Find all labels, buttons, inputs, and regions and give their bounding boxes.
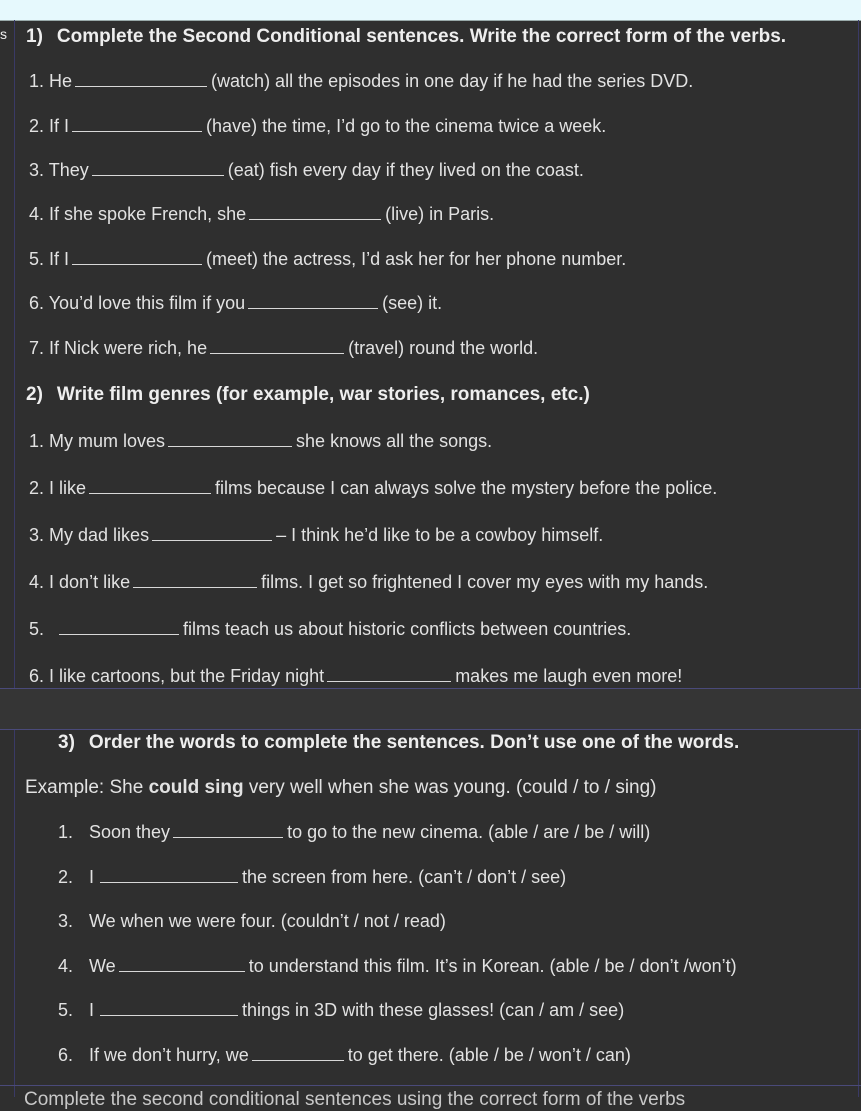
item-after: films because I can always solve the mystery before the police. <box>215 478 718 498</box>
section-1-heading <box>26 26 786 48</box>
example-line <box>25 777 657 799</box>
item-after: to get there. (able / be / won’t / can) <box>347 1045 631 1065</box>
s2-item-6 <box>29 666 682 687</box>
s1-item-5 <box>29 249 626 270</box>
answer-blank[interactable] <box>173 823 283 838</box>
item-number: 3. <box>29 160 45 180</box>
item-after: (meet) the actress, I’d ask her for her phone number. <box>206 249 627 269</box>
s1-item-4 <box>29 204 494 225</box>
item-before: We <box>89 956 116 976</box>
answer-blank[interactable] <box>72 117 202 132</box>
item-after: she knows all the songs. <box>296 431 493 451</box>
item-before: You’d love this film if you <box>48 293 246 313</box>
example-suffix: very well when she was young. (could / to / sing) <box>248 777 657 798</box>
answer-blank[interactable] <box>100 868 238 883</box>
item-number: 5. <box>29 619 45 639</box>
item-number: 5. <box>58 1000 74 1020</box>
item-after: (see) it. <box>382 293 443 313</box>
answer-blank[interactable] <box>75 72 207 87</box>
item-before: If I <box>49 116 70 136</box>
item-number: 6. <box>58 1045 74 1065</box>
edge-mark: s <box>0 26 7 42</box>
bottom-divider <box>0 1085 861 1086</box>
s1-item-7 <box>29 338 538 359</box>
s1-item-6 <box>29 293 442 314</box>
s3-item-2 <box>58 867 566 888</box>
item-number: 4. <box>29 204 45 224</box>
item-before: My mum loves <box>49 431 166 451</box>
answer-blank[interactable] <box>248 294 378 309</box>
section-1-number: 1) <box>26 26 43 47</box>
item-number: 4. <box>58 956 74 976</box>
page-right-border <box>858 20 859 1097</box>
s3-item-5 <box>58 1000 624 1021</box>
item-number: 2. <box>58 867 74 887</box>
s2-item-2 <box>29 478 717 499</box>
answer-blank[interactable] <box>72 250 202 265</box>
answer-blank[interactable] <box>210 339 344 354</box>
item-before: We when we were four. (couldn’t / not / read) <box>89 911 446 931</box>
answer-blank[interactable] <box>119 957 245 972</box>
item-number: 2. <box>29 116 45 136</box>
s1-item-2 <box>29 116 606 137</box>
answer-blank[interactable] <box>100 1001 238 1016</box>
section-2-number: 2) <box>26 384 43 405</box>
item-before: He <box>49 71 73 91</box>
section-1-title: Complete the Second Conditional sentences. Write the correct form of the verbs. <box>56 26 787 47</box>
item-after: to go to the new cinema. (able / are / be / will) <box>287 822 651 842</box>
s2-item-1 <box>29 431 492 452</box>
top-strip <box>0 0 861 21</box>
item-after: (watch) all the episodes in one day if he had the series DVD. <box>211 71 694 91</box>
s2-item-4 <box>29 572 708 593</box>
item-before: I like <box>49 478 87 498</box>
item-before: If Nick were rich, he <box>49 338 208 358</box>
s3-item-6 <box>58 1045 631 1066</box>
item-before: I <box>89 867 95 887</box>
page-gap <box>0 688 861 730</box>
item-after: the screen from here. (can’t / don’t / see) <box>242 867 567 887</box>
item-number: 3. <box>58 911 74 931</box>
item-after: makes me laugh even more! <box>455 666 683 686</box>
item-after: things in 3D with these glasses! (can / am / see) <box>242 1000 625 1020</box>
item-after: (have) the time, I’d go to the cinema twice a week. <box>206 116 607 136</box>
item-number: 6. <box>29 293 45 313</box>
answer-blank[interactable] <box>252 1046 344 1061</box>
item-before: Soon they <box>89 822 171 842</box>
item-number: 1. <box>29 431 45 451</box>
section-3-title: Order the words to complete the sentences. Don’t use one of the words. <box>88 732 740 753</box>
item-before: If we don’t hurry, we <box>89 1045 249 1065</box>
item-after: films. I get so frightened I cover my eyes with my hands. <box>261 572 709 592</box>
item-number: 6. <box>29 666 45 686</box>
s3-item-1 <box>58 822 650 843</box>
example-answer: could sing <box>148 777 244 798</box>
answer-blank[interactable] <box>168 432 292 447</box>
item-before: I <box>89 1000 95 1020</box>
item-number: 2. <box>29 478 45 498</box>
item-after: (live) in Paris. <box>385 204 495 224</box>
item-number: 7. <box>29 338 45 358</box>
item-after: films teach us about historic conflicts between countries. <box>183 619 632 639</box>
section-3-number: 3) <box>58 732 75 753</box>
s1-item-3 <box>29 160 584 181</box>
s2-item-5 <box>29 619 631 640</box>
item-before: They <box>48 160 89 180</box>
item-number: 4. <box>29 572 45 592</box>
answer-blank[interactable] <box>92 161 224 176</box>
item-before: I like cartoons, but the Friday night <box>49 666 325 686</box>
answer-blank[interactable] <box>89 479 211 494</box>
page-left-border <box>14 20 15 1097</box>
s3-item-4 <box>58 956 737 977</box>
section-3-heading <box>58 732 739 754</box>
item-before: My dad likes <box>49 525 150 545</box>
answer-blank[interactable] <box>327 667 451 682</box>
item-number: 1. <box>29 71 45 91</box>
item-number: 3. <box>29 525 45 545</box>
example-prefix: Example: She <box>25 777 144 798</box>
item-before: If I <box>49 249 70 269</box>
s2-item-3 <box>29 525 603 546</box>
answer-blank[interactable] <box>59 620 179 635</box>
s1-item-1 <box>29 71 693 92</box>
answer-blank[interactable] <box>152 526 272 541</box>
cutoff-heading: Complete the second conditional sentences using the correct form of the verbs <box>24 1089 686 1110</box>
section-2-heading <box>26 384 590 406</box>
item-after: to understand this film. It’s in Korean. (able / be / don’t /won’t) <box>248 956 737 976</box>
item-after: – I think he’d like to be a cowboy himself. <box>276 525 604 545</box>
item-number: 1. <box>58 822 74 842</box>
section-2-title: Write film genres (for example, war stories, romances, etc.) <box>56 384 590 405</box>
item-after: (eat) fish every day if they lived on the coast. <box>227 160 584 180</box>
s3-item-3 <box>58 911 446 932</box>
item-before: I don’t like <box>49 572 131 592</box>
item-number: 5. <box>29 249 45 269</box>
answer-blank[interactable] <box>249 205 381 220</box>
answer-blank[interactable] <box>133 573 257 588</box>
item-before: If she spoke French, she <box>49 204 247 224</box>
item-after: (travel) round the world. <box>348 338 539 358</box>
